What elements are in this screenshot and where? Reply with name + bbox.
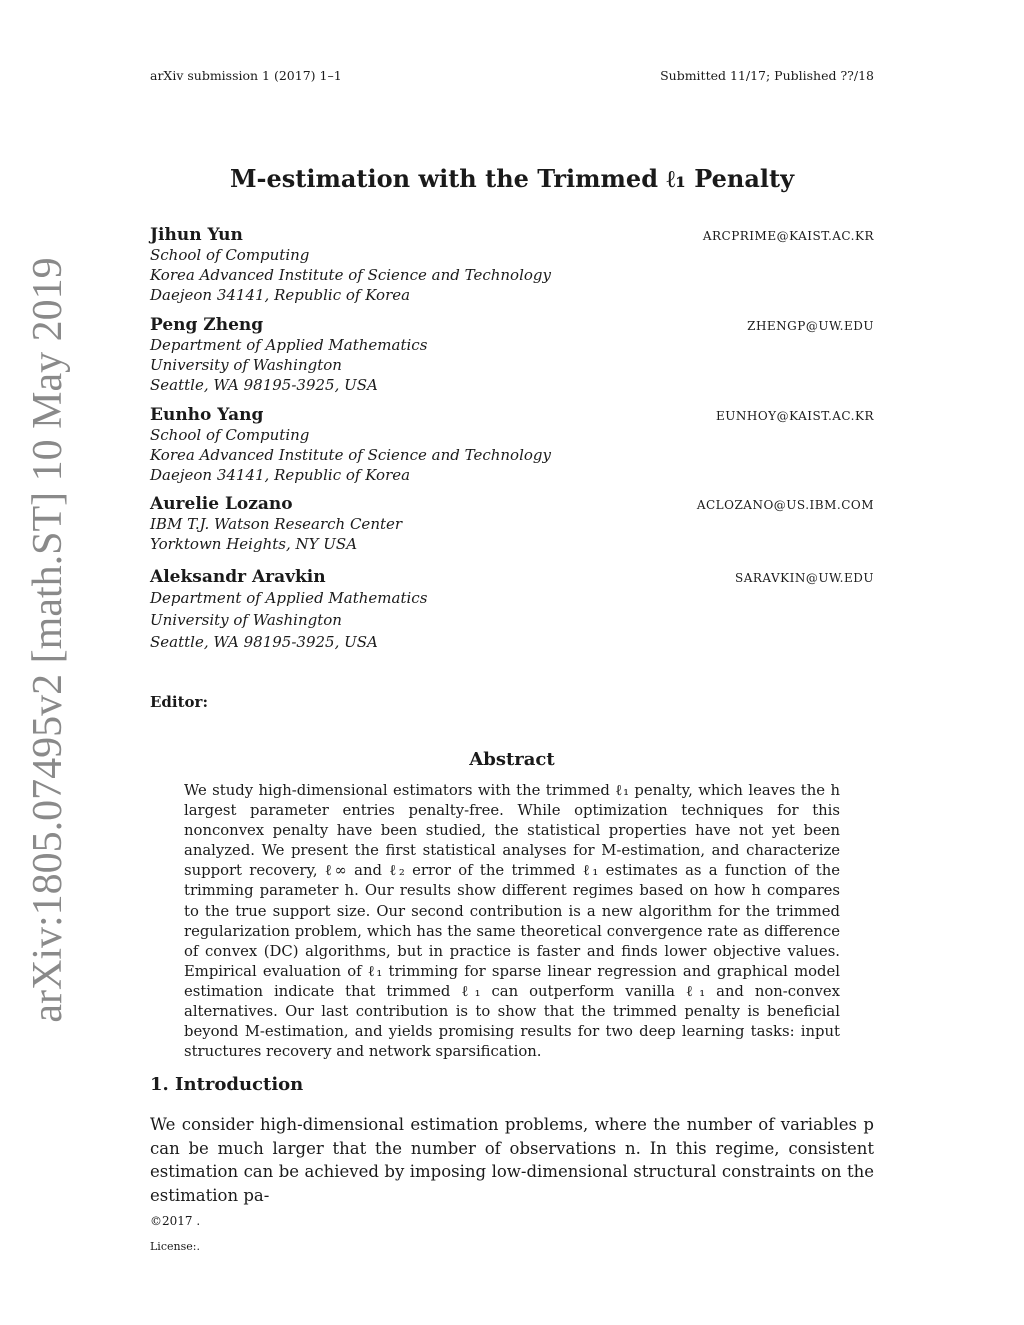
affiliation-line: IBM T.J. Watson Research Center xyxy=(150,515,403,533)
copyright-notice: ©2017 . xyxy=(150,1214,201,1228)
arxiv-side-identifier: arXiv:1805.07495v2 [math.ST] 10 May 2019 xyxy=(25,257,71,1023)
affiliation-line: Korea Advanced Institute of Science and Technology xyxy=(150,266,551,284)
affiliation-line: Korea Advanced Institute of Science and Technology xyxy=(150,446,551,464)
author-block xyxy=(150,225,874,305)
affiliation-line: School of Computing xyxy=(150,246,310,264)
editor-label: Editor: xyxy=(150,693,208,711)
author-name: Aurelie Lozano xyxy=(150,494,293,514)
affiliation-line: University of Washington xyxy=(150,356,342,374)
affiliation-line: Seattle, WA 98195-3925, USA xyxy=(150,633,378,651)
author-block xyxy=(150,567,874,653)
running-header-left: arXiv submission 1 (2017) 1–1 xyxy=(150,68,342,83)
author-name: Peng Zheng xyxy=(150,315,264,335)
affiliation-line: Department of Applied Mathematics xyxy=(150,336,428,354)
author-email: SARAVKIN@UW.EDU xyxy=(734,571,874,585)
author-email: EUNHOY@KAIST.AC.KR xyxy=(716,409,874,423)
author-block xyxy=(150,315,874,395)
paper-title: M-estimation with the Trimmed ℓ₁ Penalty xyxy=(229,164,795,193)
author-email: ARCPRIME@KAIST.AC.KR xyxy=(702,229,874,243)
affiliation-line: Daejeon 34141, Republic of Korea xyxy=(150,466,411,484)
author-name: Eunho Yang xyxy=(150,405,264,425)
abstract-heading: Abstract xyxy=(469,749,555,770)
affiliation-line: Yorktown Heights, NY USA xyxy=(150,535,358,553)
affiliation-line: School of Computing xyxy=(150,426,310,444)
running-header-right: Submitted 11/17; Published ??/18 xyxy=(660,68,874,83)
author-name: Aleksandr Aravkin xyxy=(150,567,326,587)
abstract-body: We study high-dimensional estimators with the trimmed ℓ₁ penalty, which leaves the h largest parameter entries penalty-free. While optimization techniques for this nonconvex penalty have been studied, the statistical properties have not yet been analyzed. We present the first statistical analyses for M-estimation, and characterize support recovery, ℓ∞ and ℓ₂ error of the trimmed ℓ₁ estimates as a function of the trimming parameter h. Our results show different regimes based on how h compares to the true support size. Our second contribution is a new algorithm for the trimmed regularization problem, which has the same theoretical convergence rate as difference of convex (DC) algorithms, but in practice is faster and finds lower objective values. Empirical evaluation of ℓ₁ trimming for sparse linear regression and graphical model estimation indicate that trimmed ℓ₁ can outperform vanilla ℓ₁ and non-convex alternatives. Our last contribution is to show that the trimmed penalty is beneficial beyond M-estimation, and yields promising results for two deep learning tasks: input structures recovery and network sparsification. xyxy=(184,782,840,1061)
license-notice: License:. xyxy=(150,1240,200,1253)
author-block xyxy=(150,494,874,554)
affiliation-line: Department of Applied Mathematics xyxy=(150,589,428,607)
author-block xyxy=(150,405,874,485)
author-name: Jihun Yun xyxy=(150,225,243,245)
affiliation-line: University of Washington xyxy=(150,611,342,629)
section-body: We consider high-dimensional estimation problems, where the number of variables p can be much larger that the number of observations n. In this regime, consistent estimation can be achieved by imposing low-dimensional structural constraints on the estimation pa- xyxy=(150,1115,874,1205)
affiliation-line: Seattle, WA 98195-3925, USA xyxy=(150,376,378,394)
affiliation-line: Daejeon 34141, Republic of Korea xyxy=(150,286,411,304)
author-email: ZHENGP@UW.EDU xyxy=(747,319,874,333)
section-heading: 1. Introduction xyxy=(150,1074,304,1095)
author-email: ACLOZANO@US.IBM.COM xyxy=(696,498,874,512)
